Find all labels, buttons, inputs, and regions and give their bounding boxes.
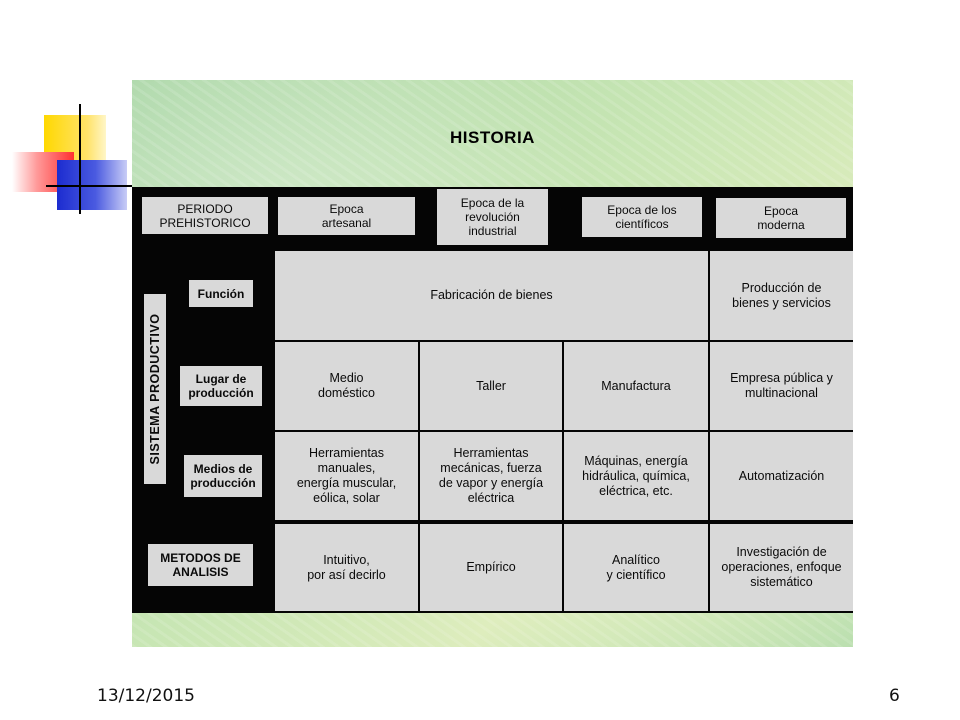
page-number: 6 bbox=[889, 686, 900, 706]
period-modern: Epoca moderna bbox=[716, 198, 846, 238]
cell-lugar-moderna: Empresa pública y multinacional bbox=[710, 342, 853, 430]
historia-table bbox=[132, 187, 853, 613]
footer-date: 13/12/2015 bbox=[97, 686, 195, 706]
historia-figure bbox=[132, 80, 853, 647]
cell-medios-industrial: Herramientas mecánicas, fuerza de vapor y energía eléctrica bbox=[420, 432, 562, 520]
decorative-horizontal-line bbox=[46, 185, 132, 187]
decorative-vertical-line bbox=[79, 104, 81, 214]
cell-lugar-cientificos: Manufactura bbox=[564, 342, 708, 430]
cell-metodos-cientificos: Analítico y científico bbox=[564, 524, 708, 611]
cell-metodos-artesanal: Intuitivo, por así decirlo bbox=[275, 524, 418, 611]
cell-funcion-produccion: Producción de bienes y servicios bbox=[710, 251, 853, 340]
cell-lugar-industrial: Taller bbox=[420, 342, 562, 430]
figure-title: HISTORIA bbox=[450, 128, 535, 147]
sistema-productivo-label bbox=[144, 294, 166, 484]
period-artisanal: Epoca artesanal bbox=[278, 197, 415, 235]
cell-medios-artesanal: Herramientas manuales, energía muscular, eólica, solar bbox=[275, 432, 418, 520]
period-scientists: Epoca de los científicos bbox=[582, 197, 702, 237]
row-label-medios: Medios de producción bbox=[184, 455, 262, 497]
period-industrial-revolution: Epoca de la revolución industrial bbox=[437, 189, 548, 245]
row-label-metodos: METODOS DE ANALISIS bbox=[148, 544, 253, 586]
cell-metodos-moderna: Investigación de operaciones, enfoque sistemático bbox=[710, 524, 853, 611]
cell-medios-cientificos: Máquinas, energía hidráulica, química, eléctrica, etc. bbox=[564, 432, 708, 520]
period-prehistoric: PERIODO PREHISTORICO bbox=[142, 197, 268, 234]
cell-lugar-artesanal: Medio doméstico bbox=[275, 342, 418, 430]
cell-medios-moderna: Automatización bbox=[710, 432, 853, 520]
row-label-funcion: Función bbox=[189, 280, 253, 307]
cell-metodos-industrial: Empírico bbox=[420, 524, 562, 611]
row-label-lugar: Lugar de producción bbox=[180, 366, 262, 406]
cell-funcion-fabricacion: Fabricación de bienes bbox=[275, 251, 708, 340]
sistema-productivo-text: SISTEMA PRODUCTIVO bbox=[148, 313, 162, 465]
